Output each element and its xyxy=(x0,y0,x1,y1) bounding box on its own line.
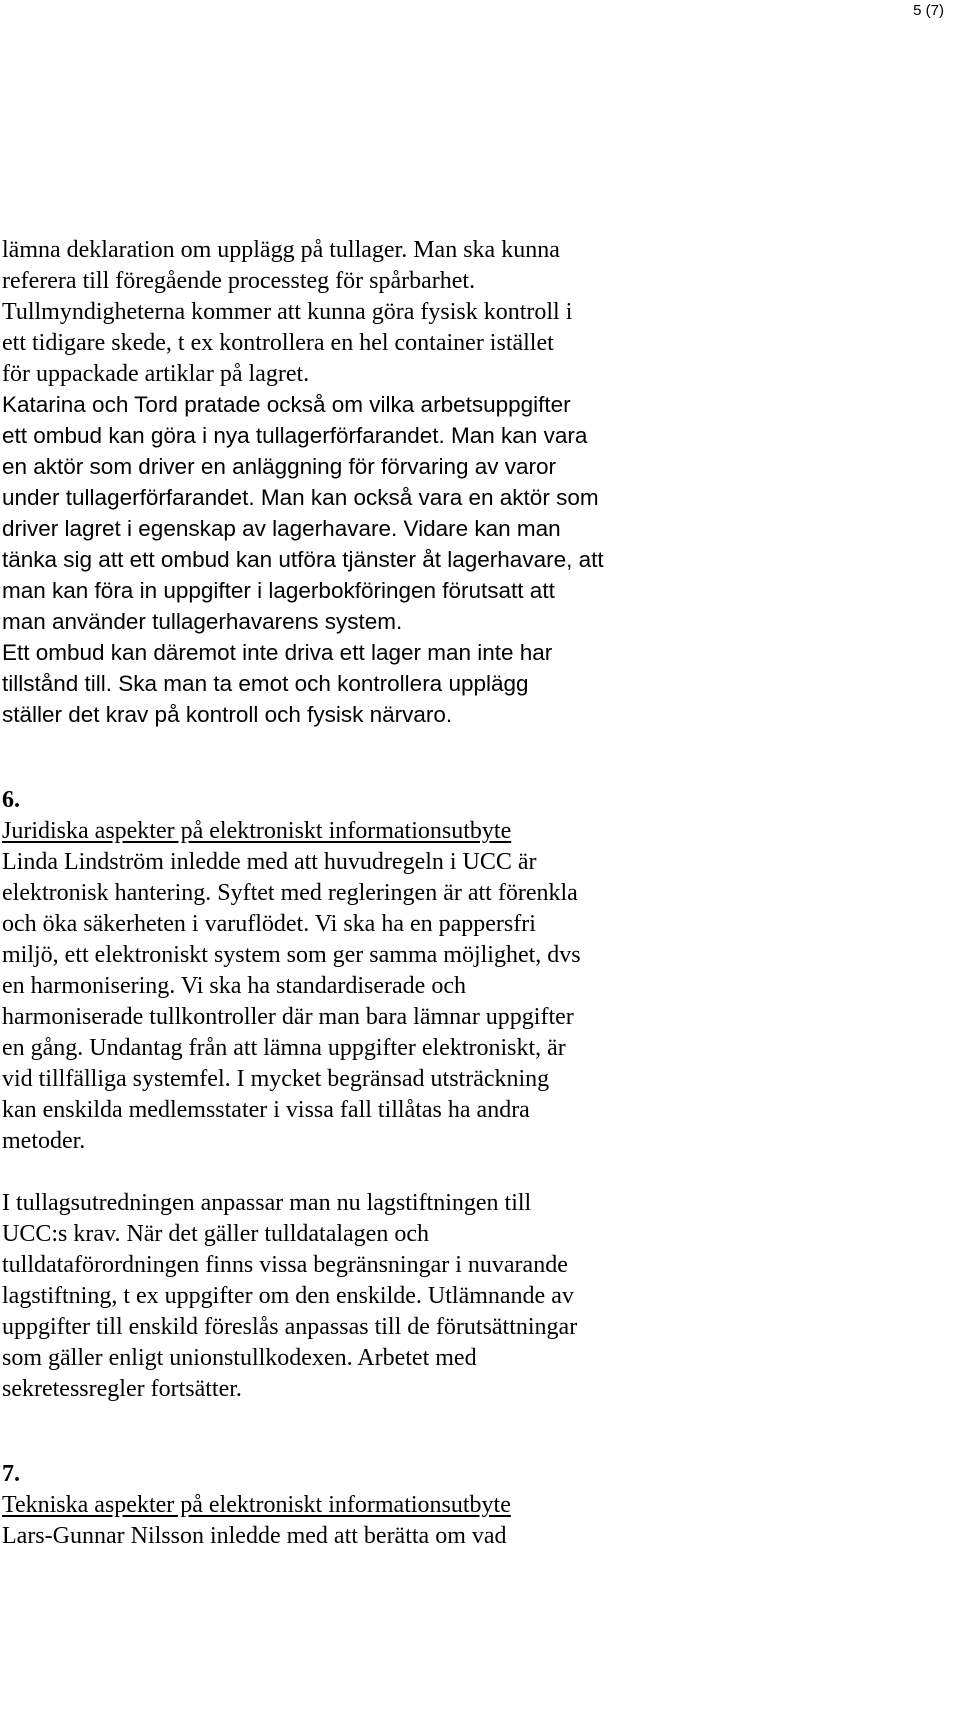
text-line: UCC:s krav. När det gäller tulldatalagen och xyxy=(2,1221,429,1247)
text-line: driver lagret i egenskap av lagerhavare. Vidare kan man xyxy=(2,516,561,541)
text-line: metoder. xyxy=(2,1128,86,1154)
text-line: Linda Lindström inledde med att huvudregeln i UCC är xyxy=(2,849,537,875)
text-line: uppgifter till enskild föreslås anpassas till de förutsättningar xyxy=(2,1314,578,1340)
section-number: 7. xyxy=(2,1461,20,1487)
text-line: tulldataförordningen finns vissa begränsningar i nuvarande xyxy=(2,1252,568,1278)
section-number: 6. xyxy=(2,787,20,813)
text-line: lagstiftning, t ex uppgifter om den enskilde. Utlämnande av xyxy=(2,1283,574,1309)
text-line: en gång. Undantag från att lämna uppgifter elektroniskt, är xyxy=(2,1035,566,1061)
text-line: Katarina och Tord pratade också om vilka arbetsuppgifter xyxy=(2,392,571,417)
text-line: kan enskilda medlemsstater i vissa fall tillåtas ha andra xyxy=(2,1097,530,1123)
text-line: tänka sig att ett ombud kan utföra tjänster åt lagerhavare, att xyxy=(2,547,604,572)
text-line: Tullmyndigheterna kommer att kunna göra fysisk kontroll i xyxy=(2,299,573,325)
text-line: sekretessregler fortsätter. xyxy=(2,1376,242,1402)
text-line: tillstånd till. Ska man ta emot och kontrollera upplägg xyxy=(2,671,529,696)
text-line: elektronisk hantering. Syftet med regleringen är att förenkla xyxy=(2,880,578,906)
text-line: ställer det krav på kontroll och fysisk närvaro. xyxy=(2,702,453,727)
page-number: 5 (7) xyxy=(913,2,944,19)
text-line: referera till föregående processteg för spårbarhet. xyxy=(2,268,476,294)
text-line: vid tillfälliga systemfel. I mycket begränsad utsträckning xyxy=(2,1066,550,1092)
text-line: en aktör som driver en anläggning för förvaring av varor xyxy=(2,454,557,479)
text-line: I tullagsutredningen anpassar man nu lagstiftningen till xyxy=(2,1190,532,1216)
text-line: man använder tullagerhavarens system. xyxy=(2,609,403,634)
text-line: miljö, ett elektroniskt system som ger samma möjlighet, dvs xyxy=(2,942,581,968)
text-line: harmoniserade tullkontroller där man bara lämnar uppgifter xyxy=(2,1004,574,1030)
text-line: man kan föra in uppgifter i lagerbokföringen förutsatt att xyxy=(2,578,555,603)
text-line: en harmonisering. Vi ska ha standardiserade och xyxy=(2,973,466,999)
section-heading: Tekniska aspekter på elektroniskt informationsutbyte xyxy=(2,1492,511,1518)
text-line: ett tidigare skede, t ex kontrollera en hel container istället xyxy=(2,330,554,356)
text-line: för uppackade artiklar på lagret. xyxy=(2,361,310,387)
text-line: och öka säkerheten i varuflödet. Vi ska ha en pappersfri xyxy=(2,911,536,937)
text-line: som gäller enligt unionstullkodexen. Arbetet med xyxy=(2,1345,477,1371)
text-line: ett ombud kan göra i nya tullagerförfarandet. Man kan vara xyxy=(2,423,588,448)
text-line: Ett ombud kan däremot inte driva ett lager man inte har xyxy=(2,640,553,665)
text-line: Lars-Gunnar Nilsson inledde med att berätta om vad xyxy=(2,1523,507,1549)
text-line: lämna deklaration om upplägg på tullager. Man ska kunna xyxy=(2,237,560,263)
section-heading: Juridiska aspekter på elektroniskt informationsutbyte xyxy=(2,818,512,844)
text-line: under tullagerförfarandet. Man kan också vara en aktör som xyxy=(2,485,599,510)
